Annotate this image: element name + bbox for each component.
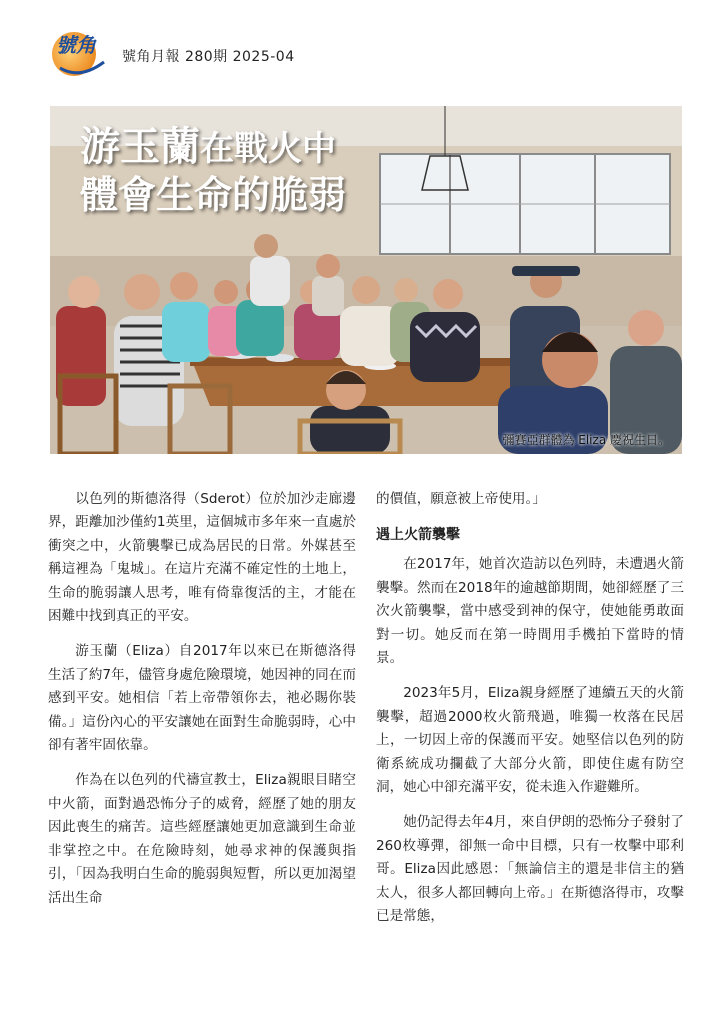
issue-line: 號角月報 280期 2025-04	[122, 49, 295, 65]
page-header	[50, 28, 670, 84]
logo-char-1: 號角	[56, 33, 96, 57]
article-column-right	[376, 488, 684, 941]
article-column-left	[48, 488, 356, 922]
hero-photo	[50, 106, 682, 454]
paragraph: 她仍記得去年4月，來自伊朗的恐怖分子發射了260枚導彈，卻無一命中目標，只有一枚擊中耶利哥。Eliza因此感恩：「無論信主的還是非信主的猶太人，很多人都回轉向上帝。」在斯德洛得市，攻擊已是常態，	[376, 814, 684, 925]
headline-line-1	[80, 124, 346, 172]
paragraph: 以色列的斯德洛得（Sderot）位於加沙走廊邊界，距離加沙僅約1英里，這個城市多年來一直處於衝突之中，火箭襲擊已成為居民的日常。外媒甚至稱這裡為「鬼城」。在這片充滿不確定性的土地上，生命的脆弱讓人思考，唯有倚靠復活的主，才能在困難中找到真正的平安。	[48, 491, 356, 625]
paragraph-continuation: 的價值，願意被上帝使用。」	[376, 491, 546, 507]
photo-caption: 彌賽亞群體為 Eliza 慶祝生日。	[502, 433, 670, 447]
paragraph: 在2017年，她首次造訪以色列時，未遭遇火箭襲擊。然而在2018年的逾越節期間，她卻經歷了三次火箭襲擊，當中感受到神的保守，使她能勇敢面對一切。她反而在第一時間用手機拍下當時的情景。	[376, 556, 684, 667]
section-subheading: 遇上火箭襲擊	[376, 527, 460, 544]
magazine-logo	[50, 28, 108, 80]
headline-name: 游玉蘭	[80, 124, 200, 170]
headline-phrase: 在戰火中	[200, 129, 336, 169]
paragraph: 2023年5月，Eliza親身經歷了連續五天的火箭襲擊，超過2000枚火箭飛過，唯獨一枚落在民居上，一切因上帝的保護而平安。她堅信以色列的防衛系統成功攔截了大部分火箭，即使住處有防空洞，她心中卻充滿平安，從未進入作避難所。	[376, 685, 684, 796]
paragraph: 游玉蘭（Eliza）自2017年以來已在斯德洛得生活了約7年，儘管身處危險環境，她因神的同在而感到平安。她相信「若上帝帶領你去，祂必賜你裝備。」這份內心的平安讓她在面對生命脆弱時，心中卻有著牢固依靠。	[48, 643, 356, 754]
article-headline	[80, 124, 346, 218]
paragraph: 作為在以色列的代禱宣教士，Eliza親眼目睹空中火箭，面對過恐怖分子的威脅，經歷了她的朋友因此喪生的痛苦。這些經歷讓她更加意識到生命並非掌控之中。在危險時刻，她尋求神的保護與指引，「因為我明白生命的脆弱與短暫，所以更加渴望活出生命	[48, 772, 356, 906]
headline-line-2: 體會生命的脆弱	[80, 173, 347, 217]
